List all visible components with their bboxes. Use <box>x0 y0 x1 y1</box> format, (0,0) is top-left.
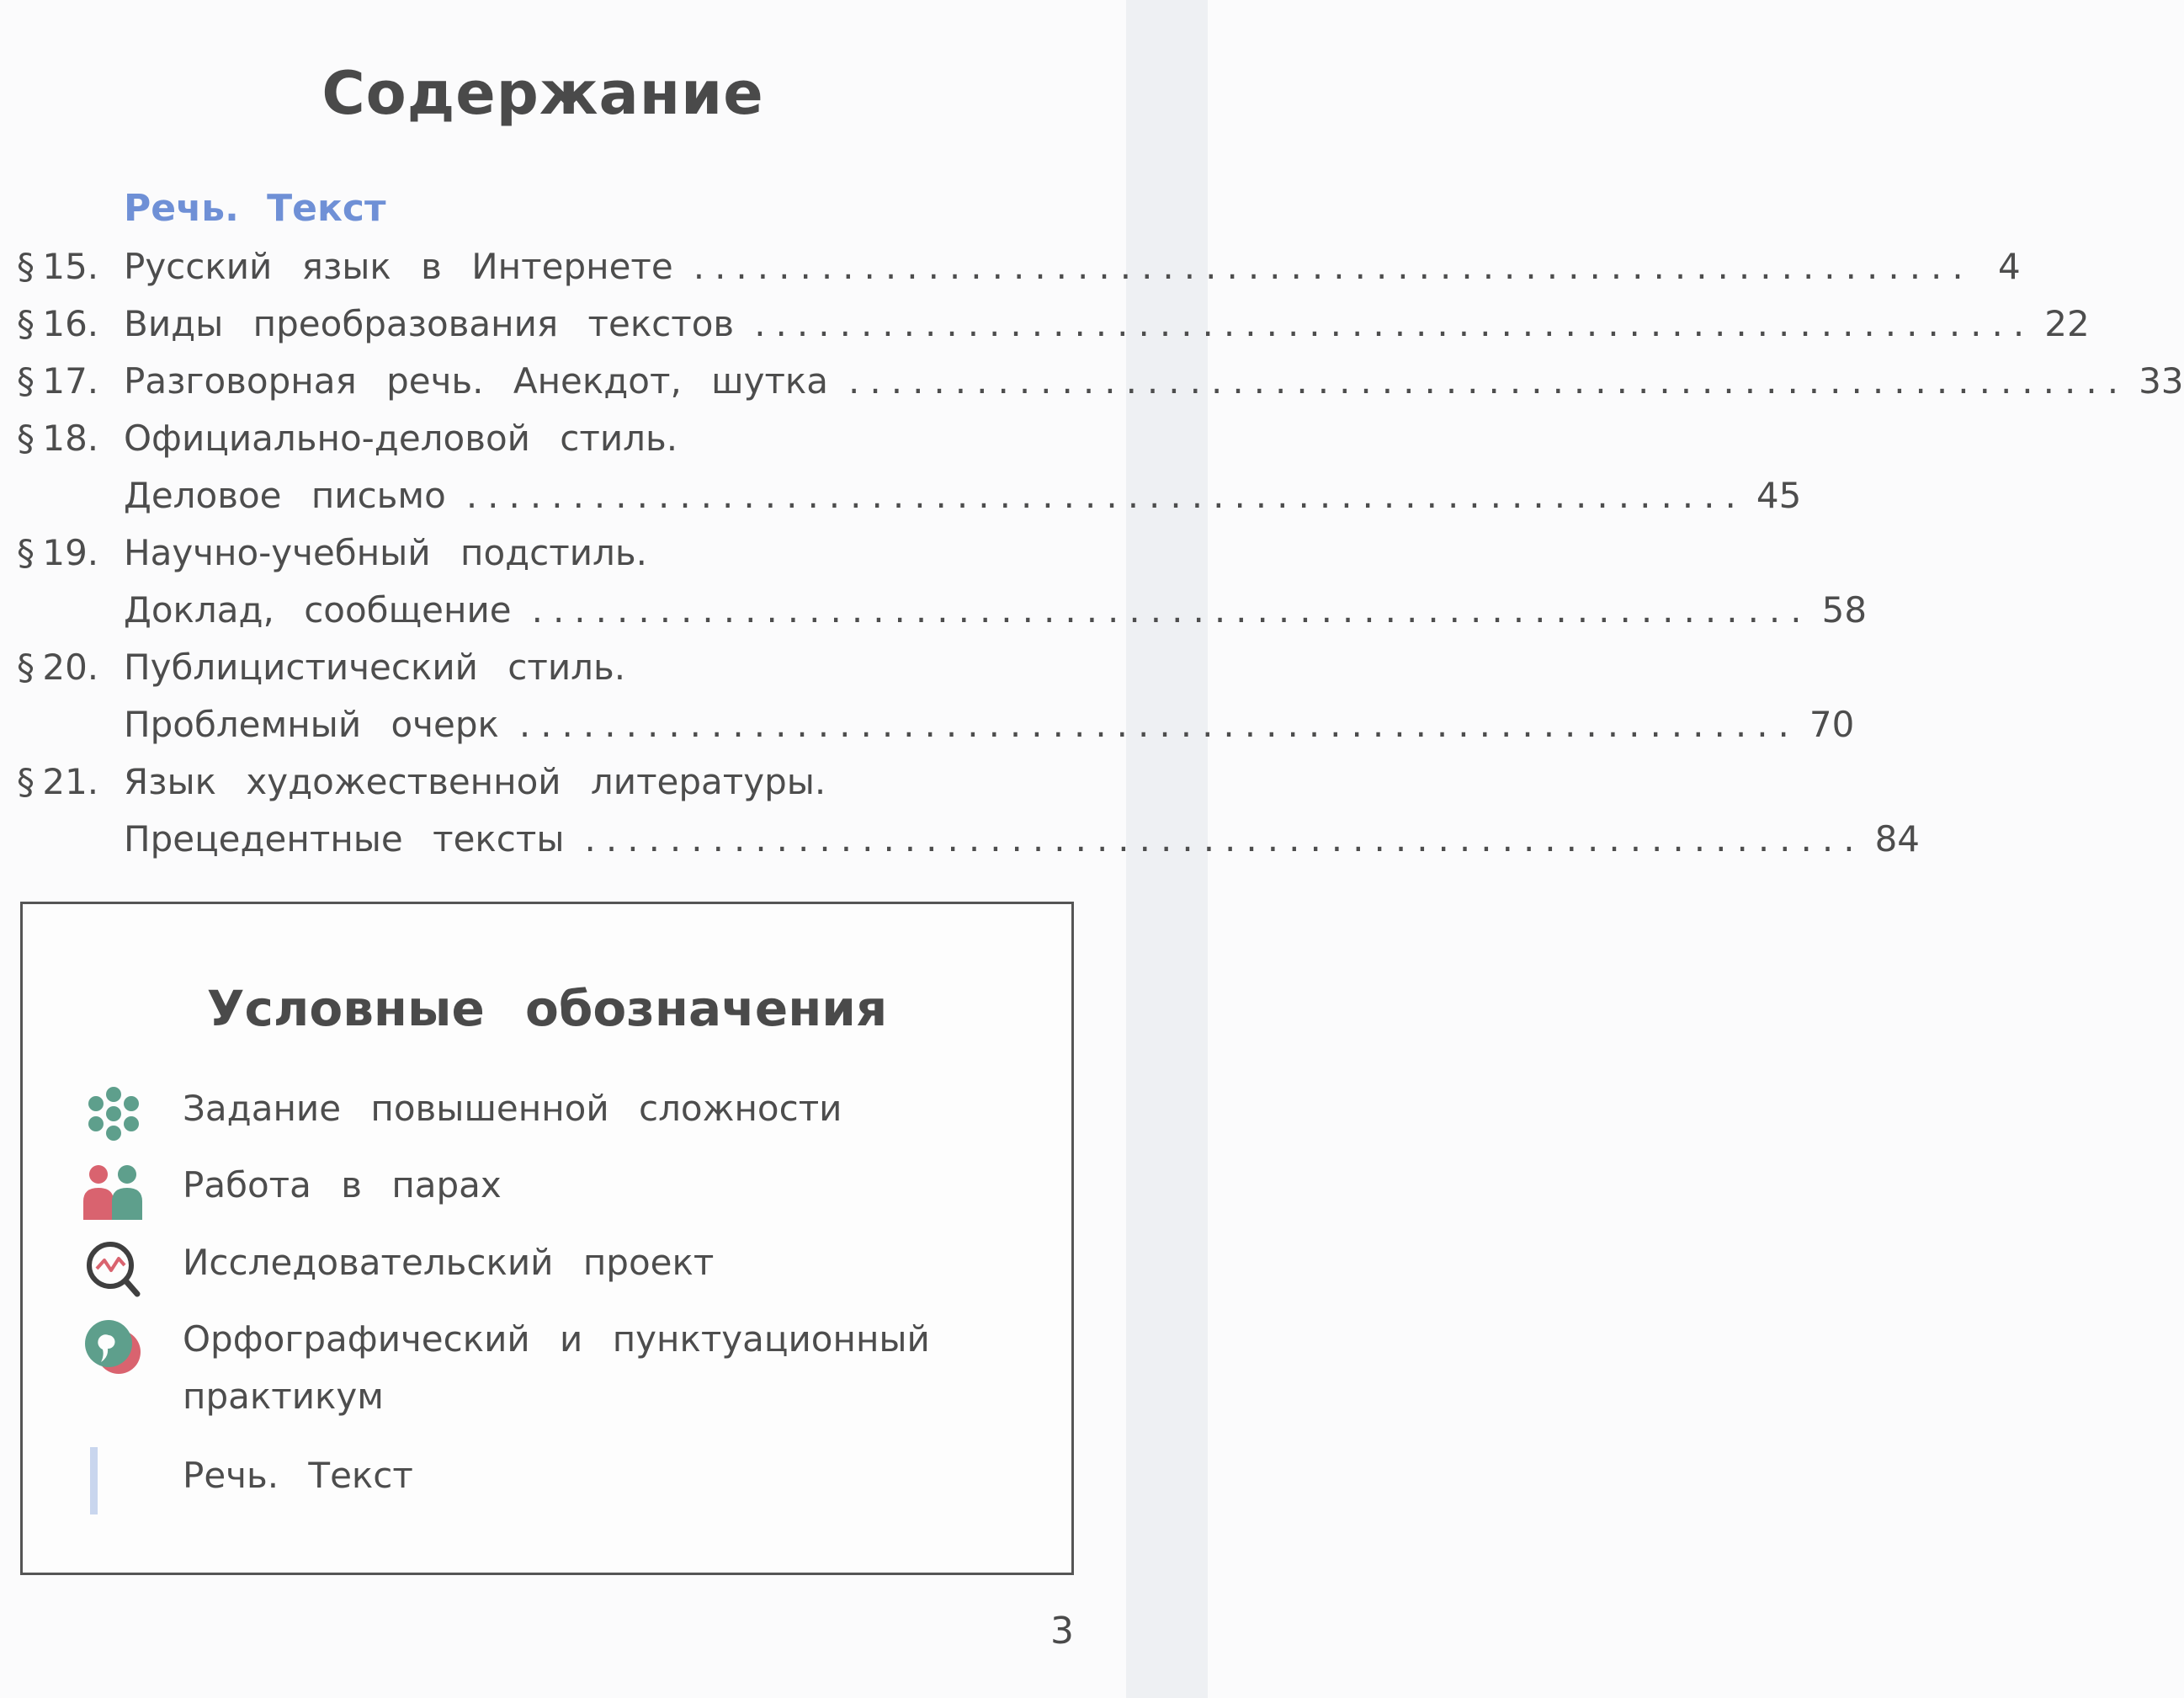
toc-page-number: 70 <box>1809 704 1855 745</box>
toc-row <box>17 647 1073 700</box>
toc-row <box>17 818 1921 872</box>
toc-page-number: 58 <box>1821 589 1868 631</box>
toc-paragraph-number: § 18. <box>17 418 99 459</box>
toc-row <box>17 704 1855 758</box>
toc-paragraph-number: § 17. <box>17 360 99 402</box>
toc-row <box>17 589 1868 643</box>
toc-entry-title: Прецедентные тексты <box>124 818 565 860</box>
comma-circle-icon <box>80 1315 147 1382</box>
toc-entry-title: Публицистический стиль. <box>124 647 626 688</box>
toc-row <box>17 532 1073 586</box>
toc-page-number: 4 <box>1998 246 2021 287</box>
legend-item <box>23 1315 1071 1417</box>
toc-entry-title: Виды преобразования текстов <box>124 303 735 344</box>
magnifier-graph-icon <box>80 1238 147 1297</box>
legend-item <box>23 1238 1071 1297</box>
legend-item <box>23 1451 1071 1510</box>
toc-leader-dots: ............................................................ <box>584 818 1865 860</box>
toc-entry-title: Деловое письмо <box>124 475 446 516</box>
asterisk-flower-icon <box>80 1084 147 1143</box>
toc-row <box>17 360 2184 414</box>
toc-page-number: 22 <box>2044 303 2090 344</box>
section-heading: Речь. Текст <box>124 187 386 230</box>
toc-paragraph-number: § 19. <box>17 532 99 573</box>
toc-row <box>17 246 2021 300</box>
toc-entry-title: Официально-деловой стиль. <box>124 418 678 459</box>
toc-paragraph-number: § 20. <box>17 647 99 688</box>
toc-entry-title: Доклад, сообщение <box>124 589 512 631</box>
toc-page-number: 84 <box>1874 818 1921 860</box>
legend-label: Работа в парах <box>183 1164 502 1206</box>
toc-entry-title: Язык художественной литературы. <box>124 761 826 802</box>
toc-entry-title: Научно-учебный подстиль. <box>124 532 647 573</box>
legend-item <box>23 1161 1071 1220</box>
toc-row <box>17 418 1073 471</box>
pair-people-icon <box>80 1161 147 1220</box>
toc-leader-dots: ............................................................ <box>848 360 2129 402</box>
legend-label: Исследовательский проект <box>183 1242 715 1283</box>
toc-page-number: 45 <box>1756 475 1802 516</box>
toc-row <box>17 303 2090 357</box>
blue-bar-icon <box>80 1443 147 1510</box>
toc-leader-dots: ............................................................ <box>693 246 1974 287</box>
page-number: 3 <box>1050 1610 1074 1653</box>
toc-leader-dots: ............................................................ <box>531 589 1812 631</box>
toc-entry-title: Русский язык в Интернете <box>124 246 673 287</box>
toc-leader-dots: ............................................................ <box>465 475 1746 516</box>
toc-paragraph-number: § 16. <box>17 303 99 344</box>
legend-item <box>23 1084 1071 1143</box>
toc-leader-dots: ............................................................ <box>518 704 1799 745</box>
toc-paragraph-number: § 21. <box>17 761 99 802</box>
legend-label-continued: практикум <box>183 1376 384 1417</box>
toc-entry-title: Проблемный очерк <box>124 704 499 745</box>
legend-box <box>20 902 1074 1575</box>
toc-row <box>17 761 1073 815</box>
toc-paragraph-number: § 15. <box>17 246 99 287</box>
legend-label: Задание повышенной сложности <box>183 1088 842 1129</box>
legend-label: Орфографический и пунктуационный <box>183 1318 930 1360</box>
legend-label: Речь. Текст <box>183 1455 413 1496</box>
legend-title: Условные обозначения <box>206 980 888 1037</box>
toc-leader-dots: ............................................................ <box>754 303 2035 344</box>
toc-entry-title: Разговорная речь. Анекдот, шутка <box>124 360 829 402</box>
toc-row <box>17 475 1802 529</box>
toc-page-number: 33 <box>2139 360 2184 402</box>
page-title: Содержание <box>321 59 764 128</box>
